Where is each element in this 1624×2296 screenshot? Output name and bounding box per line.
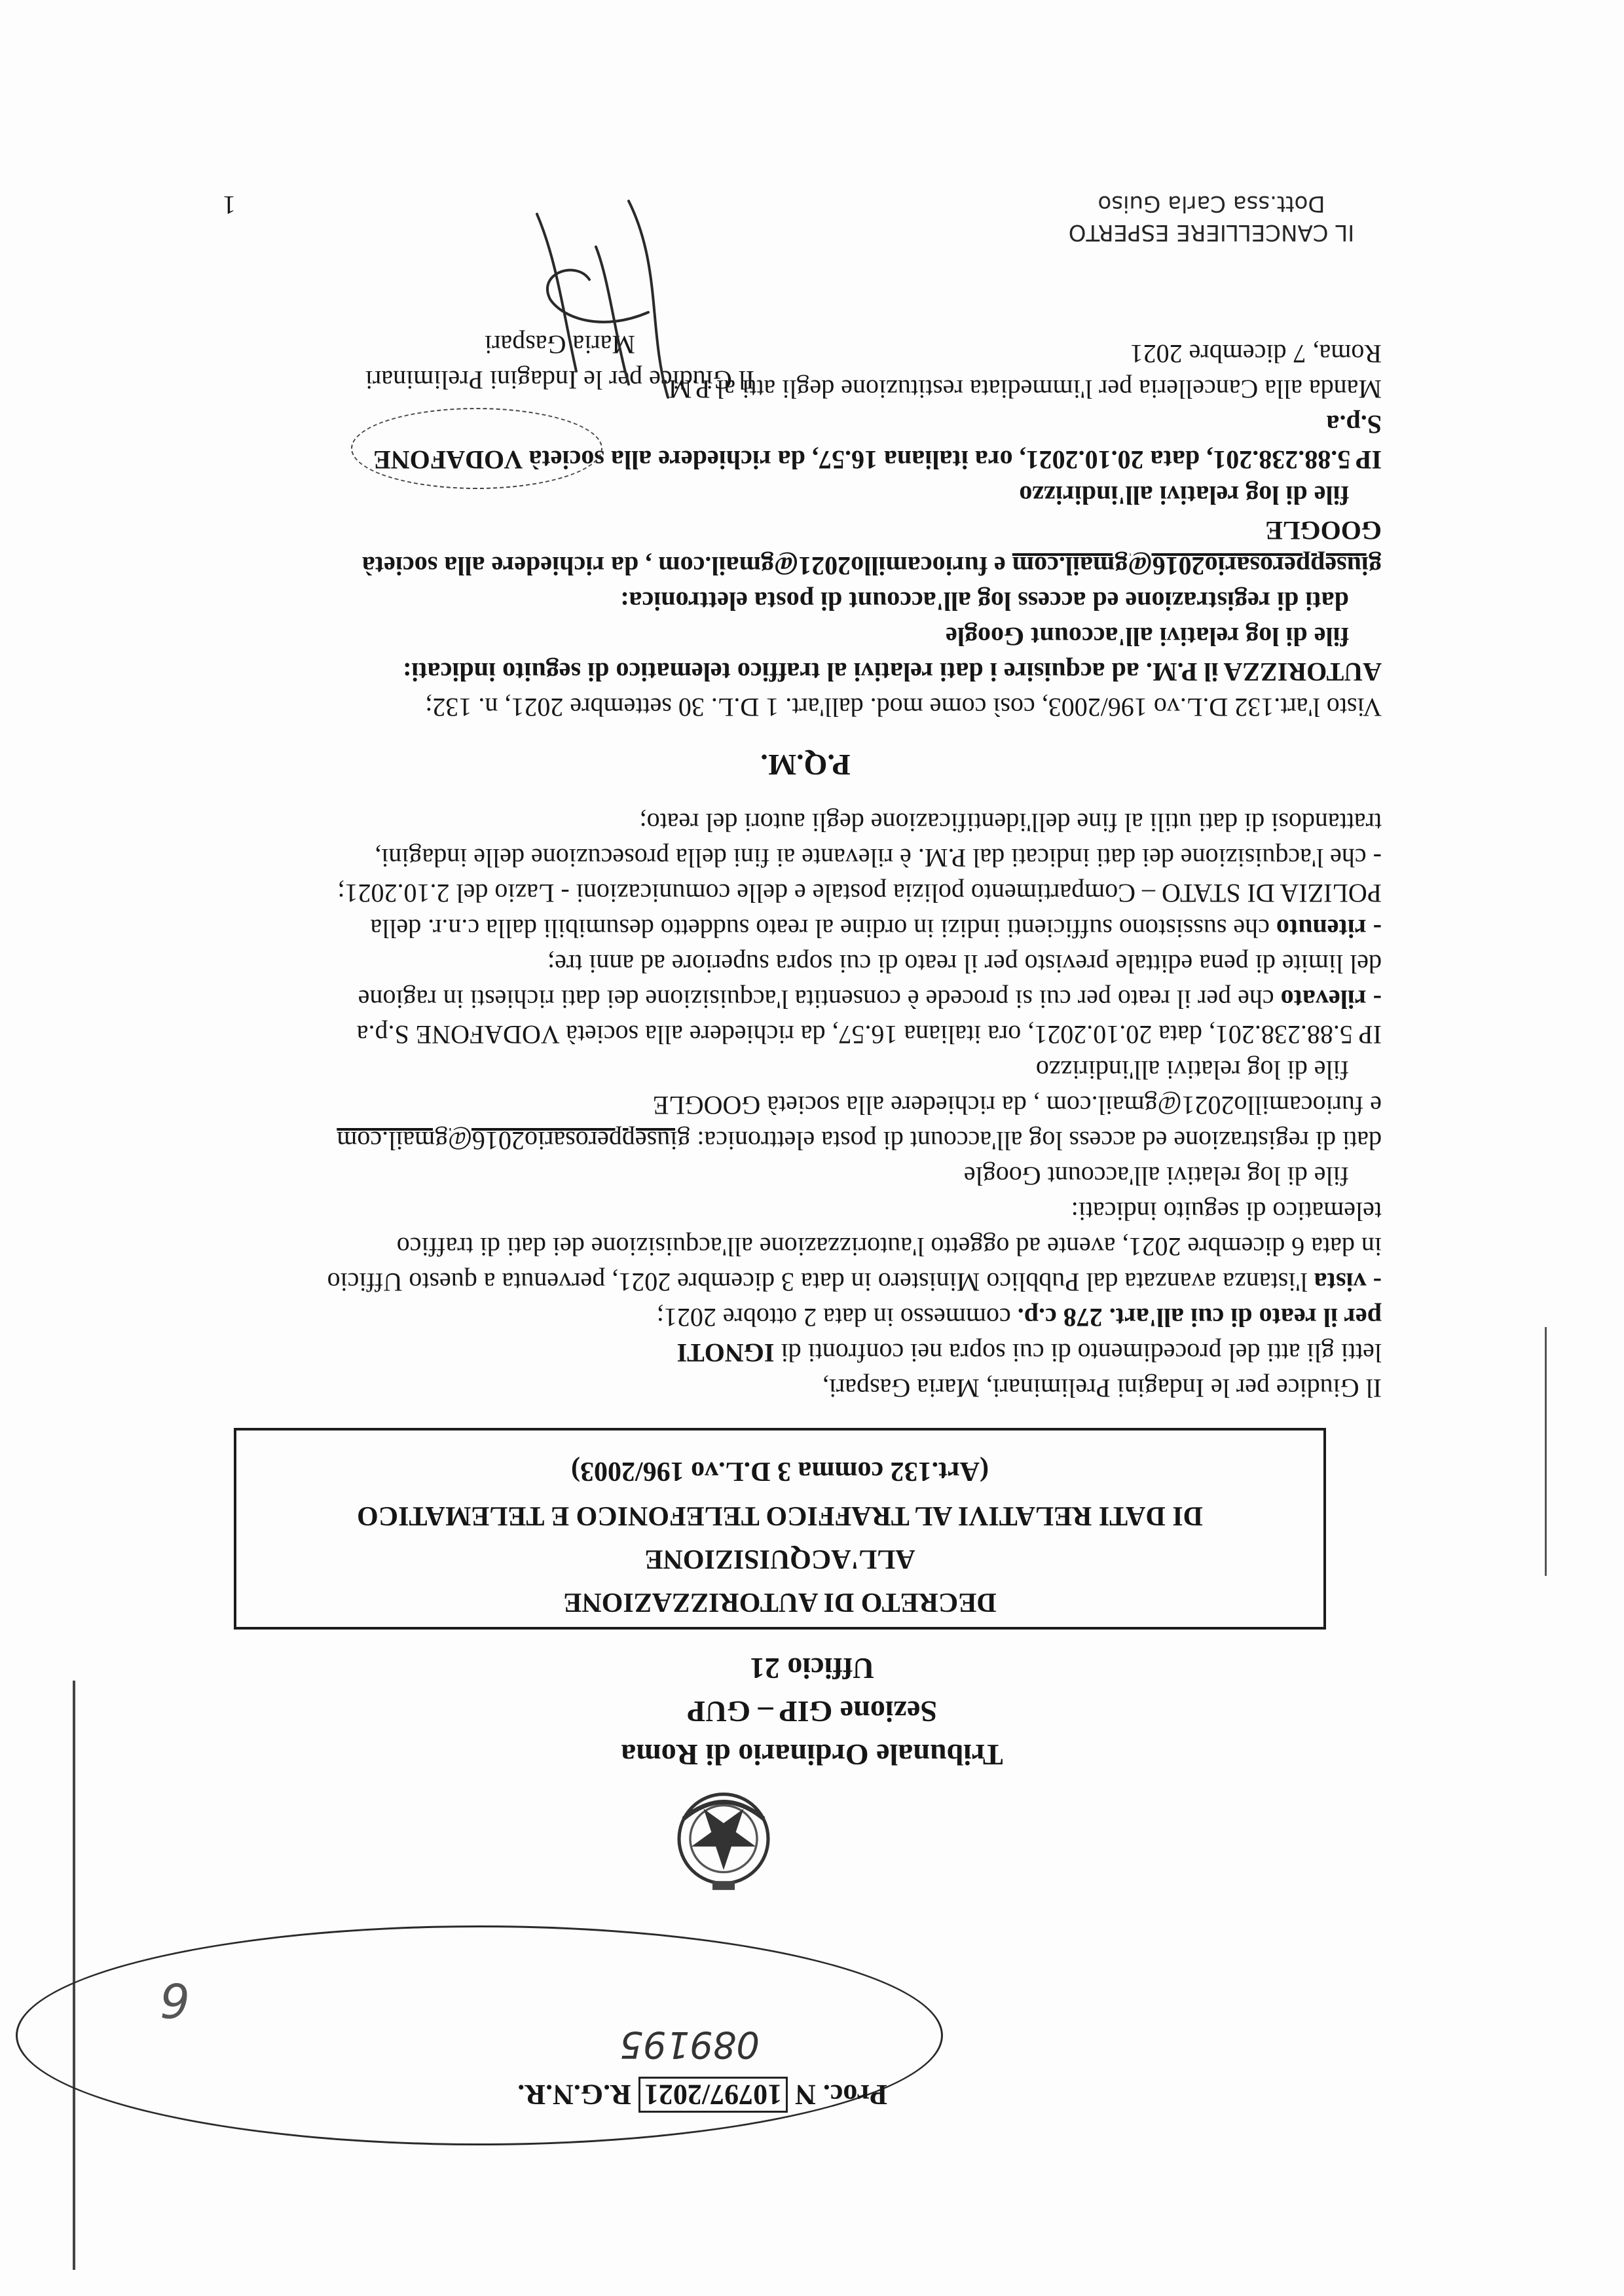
body-line	[229, 583, 1382, 619]
body-line: file di log relativi all'account Google	[963, 1161, 1349, 1191]
margin-line-right	[1545, 1327, 1547, 1576]
body-line: file di log relativi all'indirizzo	[1035, 1055, 1349, 1085]
decree-title-line2: ALL'ACQUISIZIONE	[644, 1544, 915, 1574]
body-emphasis: file di log relativi all'account Google	[946, 622, 1349, 651]
body-line: Manda alla Cancelleria per l'immediata restituzione degli atti al P.M.	[661, 374, 1382, 404]
decree-title-line1: DECRETO DI AUTORIZZAZIONE	[563, 1587, 997, 1617]
body-text: commesso in data 2 ottobre 2021;	[656, 1303, 1018, 1332]
handwritten-margin-mark: 6	[160, 1973, 190, 2028]
body-emphasis: e furiocamillo2021@gmail.com , da richiedere alla società	[361, 551, 1012, 581]
decree-title-box	[234, 1428, 1326, 1630]
body-text: che per il reato per cui si procede è consentita l'acquisizione dei dati richiesti in ragione	[358, 985, 1281, 1014]
date-line: Roma, 7 dicembre 2021	[1130, 339, 1382, 369]
body-line	[229, 1300, 1382, 1335]
body-emphasis: per il reato di cui all'art. 278 c.p.	[1017, 1303, 1382, 1332]
stamp-title: IL CANCELLIERE ESPERTO	[1068, 219, 1355, 246]
body-emphasis: IP 5.88.238.201, data 20.10.2021, ora italiana 16.57, da richiedere alla società VODAFONE	[373, 445, 1382, 475]
republic-emblem-icon	[668, 1785, 779, 1897]
body-line	[229, 513, 1382, 548]
proc-prefix: Proc. N	[795, 2079, 887, 2111]
decree-body	[229, 336, 1382, 1406]
body-line	[229, 911, 1382, 946]
decree-title-line4: (Art.132 comma 3 D.L.vo 196/2003)	[570, 1456, 989, 1486]
body-line: del limite di pena edittale previsto per il reato di cui sopra superiore ad anni tre;	[547, 949, 1382, 979]
body-text: l'istanza avanzata dal Pubblico Ministero in data 3 dicembre 2021, pervenuta a questo Ufficio	[327, 1267, 1314, 1297]
body-emphasis: - ritenuto	[1276, 914, 1382, 943]
stamp-name: Dott.ssa Carla Guiso	[1098, 191, 1325, 217]
body-line: trattandosi di dati utili al fine dell'identificazione degli autori del reato;	[639, 808, 1382, 837]
body-emphasis: IGNOTI	[676, 1338, 775, 1368]
body-emphasis: dati di registrazione ed access log all'account di posta elettronica:	[620, 587, 1349, 616]
clerk-stamp	[1008, 189, 1414, 247]
body-line: telematico di seguito indicati:	[1071, 1197, 1382, 1226]
court-name: Tribunale Ordinario di Roma	[621, 1738, 1003, 1772]
signature-role: Il Giudice per le Indagini Preliminari	[365, 365, 755, 395]
body-text: dati di registrazione ed access log all'account di posta elettronica:	[690, 1126, 1382, 1156]
page-number: 1	[223, 191, 236, 220]
body-line: Visto l'art.132 D.L.vo 196/2003, così come mod. dall'art. 1 D.L. 30 settembre 2021, n. 132;	[425, 693, 1382, 722]
proc-number-value: 10797/2021	[638, 2077, 788, 2113]
body-line: POLIZIA DI STATO – Compartimento polizia postale e delle comunicazioni - Lazio del 2.10.2021;	[337, 879, 1382, 908]
body-emphasis: file di log relativi all'indirizzo	[1019, 481, 1349, 510]
proc-suffix: R.G.N.R.	[517, 2079, 631, 2111]
proc-number	[517, 2078, 887, 2111]
court-section: Sezione GIP – GUP	[686, 1695, 938, 1728]
body-line: Il Giudice per le Indagini Preliminari, Maria Gaspari,	[822, 1374, 1382, 1403]
body-emphasis: S.p.a	[1326, 410, 1382, 439]
body-line: e furiocamillo2021@gmail.com , da richiedere alla società GOOGLE	[652, 1091, 1382, 1120]
body-emphasis: AUTORIZZA il P.M. ad acquisire i dati relativi al traffico telematico di seguito indicati:	[402, 657, 1382, 687]
body-emphasis: - rilevato	[1280, 985, 1382, 1014]
body-line	[229, 619, 1382, 654]
body-text: letti gli atti del procedimento di cui sopra nei confronti di	[774, 1338, 1382, 1368]
body-line: IP 5.88.238.201, data 20.10.2021, ora italiana 16.57, da richiedere alla società VODAFONE S.p.a	[356, 1020, 1382, 1049]
body-line	[229, 1264, 1382, 1300]
body-line	[229, 1335, 1382, 1370]
court-office: Ufficio 21	[749, 1652, 875, 1685]
pqm-heading: P.Q.M.	[760, 748, 851, 782]
body-line	[229, 477, 1382, 513]
handwritten-number: 089195	[619, 2023, 760, 2066]
proc-oval-mark	[16, 1925, 943, 2145]
email-address: giusepperosario2016@gmail.com	[337, 1126, 691, 1156]
signature-name: Maria Gaspari	[485, 330, 635, 359]
body-line: - che l'acquisizione dei dati indicati dal P.M. è rilevante ai fini della prosecuzione delle indagini,	[375, 843, 1382, 873]
body-line	[229, 981, 1382, 1017]
decree-title-line3: DI DATI RELATIVI AL TRAFFICO TELEFONICO E TELEMATICO	[357, 1501, 1203, 1531]
handwritten-signature	[498, 188, 707, 410]
body-line: in data 6 dicembre 2021, avente ad oggetto l'autorizzazione all'acquisizione dei dati di traffico	[396, 1232, 1382, 1262]
email-address: giusepperosario2016@gmail.com	[1012, 551, 1382, 581]
body-emphasis: - vista	[1314, 1267, 1382, 1297]
body-emphasis: GOOGLE	[1265, 516, 1382, 545]
body-line	[229, 1123, 1382, 1158]
body-line	[229, 654, 1382, 689]
body-text: che sussistono sufficienti indizi in ordine al reato suddetto desumibili dalla c.n.r. della	[370, 914, 1276, 943]
date-oval-mark	[351, 408, 602, 489]
body-line	[229, 548, 1382, 583]
